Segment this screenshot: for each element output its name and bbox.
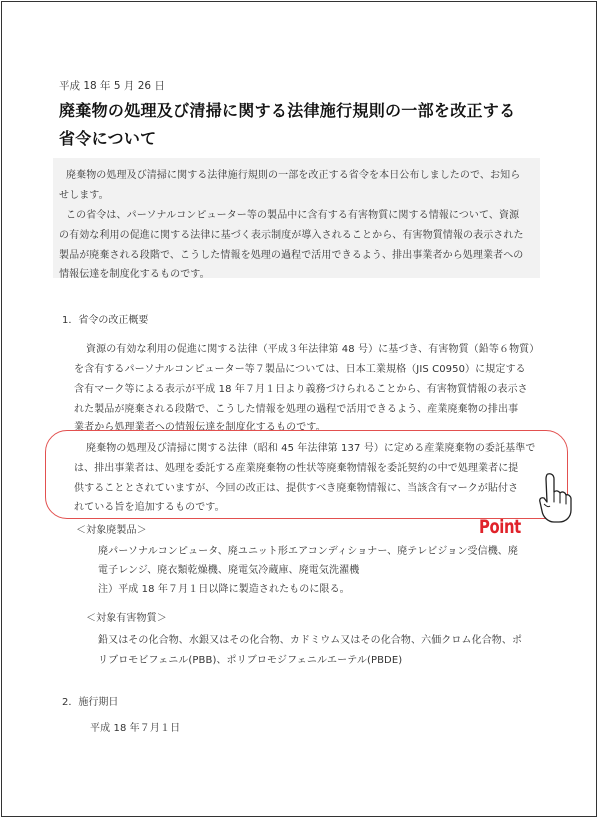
document-page <box>1 1 597 817</box>
point-label: Point <box>479 516 521 538</box>
section1-para2-line: れている旨を追加するものです。 <box>74 502 225 513</box>
section1-para1-line: れた製品が廃棄される段階で、こうした情報を処理の過程で活用できるよう、産業廃棄物の排出事 <box>74 404 519 415</box>
intro-line: 廃棄物の処理及び清掃に関する法律施行規則の一部を改正する省令を本日公布しましたので、お知ら <box>66 170 521 181</box>
products-line: 廃パーソナルコンピュータ、廃ユニット形エアコンディショナー、廃テレビジョン受信機、廃 <box>98 546 518 557</box>
section1-para2-line: は、排出事業者は、処理を委託する産業廃棄物の性状等廃棄物情報を委託契約の中で処理業者に提 <box>74 463 519 474</box>
intro-line: の有効な利用の促進に関する法律に基づく表示制度が導入されることから、有害物質情報の表示された <box>59 230 524 241</box>
section1-para2-line: 供することとされていますが、今回の改正は、提供すべき廃棄物情報に、当該含有マークが貼付さ <box>74 483 519 494</box>
section1-para2-line: 廃棄物の処理及び清掃に関する法律（昭和 45 年法律第 137 号）に定める産業廃棄物の委託基準で <box>86 443 536 454</box>
intro-line: 情報伝達を制度化するものです。 <box>59 269 210 280</box>
section1-para1-line: 業者から処理業者への情報伝達を制度化するものです。 <box>74 422 326 433</box>
section1-heading: 1．省令の改正概要 <box>62 315 149 326</box>
publish-date: 平成 18 年 5 月 26 日 <box>59 80 165 92</box>
substances-heading: ＜対象有害物質＞ <box>86 613 167 624</box>
substances-line: 鉛又はその化合物、水銀又はその化合物、カドミウム又はその化合物、六価クロム化合物、ポ <box>98 635 523 646</box>
products-line: 電子レンジ、廃衣類乾燥機、廃電気冷蔵庫、廃電気洗濯機 <box>98 565 360 576</box>
products-heading: ＜対象廃製品＞ <box>76 525 147 536</box>
pointing-hand-icon <box>538 472 572 524</box>
section2-heading: 2．施行期日 <box>62 697 119 708</box>
section1-para1-line: 含有マーク等による表示が平成 18 年７月１日より義務づけられることから、有害物質情報の表示さ <box>74 384 528 395</box>
intro-line: せします。 <box>59 190 109 201</box>
page-title-line1: 廃棄物の処理及び清掃に関する法律施行規則の一部を改正する <box>59 101 516 120</box>
intro-line: 製品が廃棄される段階で、こうした情報を処理の過程で活用できるよう、排出事業者から処理業者への <box>59 250 524 261</box>
intro-line: この省令は、パーソナルコンピューター等の製品中に含有する有害物質に関する情報について、資源 <box>66 210 520 221</box>
section1-para1-line: を含有するパーソナルコンピューター等７製品については、日本工業規格（JIS C0950）に規定する <box>74 364 526 375</box>
products-note: 注）平成 18 年７月１日以降に製造されたものに限る。 <box>98 584 350 595</box>
section1-para1-line: 資源の有効な利用の促進に関する法律（平成３年法律第 48 号）に基づき、有害物質（鉛等６物質） <box>86 344 540 355</box>
page-title-line2: 省令について <box>59 129 157 148</box>
substances-line: リブロモビフェニル(PBB)、ポリブロモジフェニルエーテル(PBDE) <box>98 655 403 666</box>
effective-date: 平成 18 年７月１日 <box>90 723 181 734</box>
